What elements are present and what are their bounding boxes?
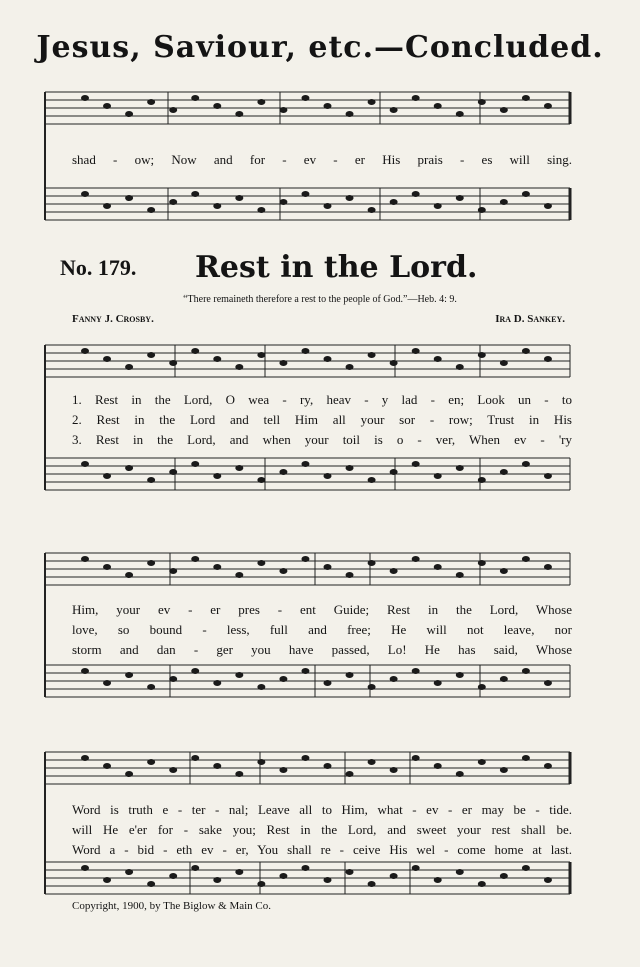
note-head [147,560,155,566]
note-head [544,877,552,883]
lyric-line: Word is truth e - ter - nal; Leave all to Him, what - ev - er may be - tide. [72,802,572,817]
note-head [169,873,177,879]
note-head [544,103,552,109]
note-head [169,568,177,574]
note-head [500,767,508,773]
note-head [478,684,486,690]
note-head [412,668,420,674]
note-head [368,881,376,887]
note-head [125,869,133,875]
note-head [500,676,508,682]
note-head [257,759,265,765]
note-head [103,564,111,570]
note-head [412,348,420,354]
note-head [235,869,243,875]
note-head [257,352,265,358]
note-head [213,763,221,769]
note-head [522,668,530,674]
note-head [478,352,486,358]
note-head [257,477,265,483]
note-head [279,469,287,475]
note-head [235,465,243,471]
note-head [324,103,332,109]
note-head [191,461,199,467]
note-head [213,356,221,362]
note-head [368,684,376,690]
note-head [257,881,265,887]
hymn-number: No. 179. [60,255,137,280]
note-head [456,869,464,875]
note-head [257,99,265,105]
hymn-epigraph: “There remaineth therefore a rest to the people of God.”—Heb. 4: 9. [183,294,457,305]
note-head [191,865,199,871]
note-head [279,676,287,682]
lyric-line: Word a - bid - eth ev - er, You shall re - ceive His wel - come home at last. [72,842,572,857]
note-head [346,465,354,471]
note-head [213,877,221,883]
note-head [500,360,508,366]
lyric-line: love, so bound - less, full and free; He will not leave, nor [72,622,572,637]
note-head [257,207,265,213]
note-head [279,873,287,879]
note-head [368,352,376,358]
note-head [368,560,376,566]
note-head [434,877,442,883]
note-head [544,203,552,209]
note-head [544,680,552,686]
note-head [522,755,530,761]
note-head [478,477,486,483]
note-head [169,469,177,475]
note-head [544,473,552,479]
note-head [235,195,243,201]
note-head [368,207,376,213]
note-head [478,207,486,213]
note-head [235,111,243,117]
note-head [544,763,552,769]
note-head [368,759,376,765]
note-head [81,668,89,674]
note-head [81,556,89,562]
hymn-title: Rest in the Lord. [195,250,478,285]
lyric-line: 3. Rest in the Lord, and when your toil is o - ver, When ev - 'ry [72,432,572,447]
note-head [324,564,332,570]
note-head [235,572,243,578]
note-head [500,107,508,113]
note-head [125,364,133,370]
note-head [213,473,221,479]
note-head [412,461,420,467]
note-head [544,356,552,362]
note-head [390,873,398,879]
note-head [257,684,265,690]
note-head [103,473,111,479]
note-head [103,877,111,883]
note-head [103,763,111,769]
note-head [324,680,332,686]
note-head [522,95,530,101]
note-head [500,199,508,205]
note-head [279,767,287,773]
note-head [412,95,420,101]
note-head [456,364,464,370]
note-head [147,99,155,105]
note-head [478,759,486,765]
note-head [500,469,508,475]
note-head [390,199,398,205]
note-head [456,111,464,117]
note-head [390,469,398,475]
note-head [324,356,332,362]
note-head [456,465,464,471]
note-head [103,680,111,686]
note-head [456,672,464,678]
note-head [125,111,133,117]
note-head [235,672,243,678]
note-head [81,348,89,354]
note-head [434,473,442,479]
note-head [434,564,442,570]
note-head [191,668,199,674]
note-head [522,191,530,197]
note-head [434,680,442,686]
note-head [346,111,354,117]
note-head [147,207,155,213]
hymn-author: Fanny J. Crosby. [72,313,154,325]
note-head [346,364,354,370]
note-head [169,676,177,682]
note-head [522,865,530,871]
note-head [81,865,89,871]
note-head [301,348,309,354]
note-head [257,560,265,566]
note-head [500,568,508,574]
note-head [346,195,354,201]
note-head [390,107,398,113]
note-head [279,199,287,205]
note-head [125,465,133,471]
lyric-line: 2. Rest in the Lord and tell Him all your sor - row; Trust in His [72,412,572,427]
note-head [125,572,133,578]
note-head [324,473,332,479]
note-head [125,672,133,678]
note-head [346,869,354,875]
lyric-line: storm and dan - ger you have passed, Lo! He has said, Whose [72,642,572,657]
note-head [456,572,464,578]
note-head [81,755,89,761]
note-head [213,680,221,686]
note-head [147,881,155,887]
note-head [346,771,354,777]
note-head [191,755,199,761]
note-head [456,771,464,777]
note-head [301,95,309,101]
note-head [147,759,155,765]
note-head [456,195,464,201]
note-head [434,103,442,109]
note-head [147,352,155,358]
note-head [522,556,530,562]
note-head [368,99,376,105]
note-head [434,203,442,209]
note-head [125,771,133,777]
note-head [279,107,287,113]
note-head [125,195,133,201]
note-head [478,560,486,566]
note-head [390,360,398,366]
note-head [412,556,420,562]
note-head [390,676,398,682]
note-head [81,95,89,101]
note-head [346,672,354,678]
note-head [301,865,309,871]
note-head [301,556,309,562]
note-head [478,99,486,105]
note-head [213,203,221,209]
note-head [191,95,199,101]
note-head [500,873,508,879]
note-head [522,461,530,467]
note-head [324,877,332,883]
note-head [81,461,89,467]
note-head [235,771,243,777]
hymn-composer: Ira D. Sankey. [495,313,565,325]
note-head [81,191,89,197]
note-head [522,348,530,354]
lyric-line: 1. Rest in the Lord, O wea - ry, heav - y lad - en; Look un - to [72,392,572,407]
note-head [279,568,287,574]
note-head [169,199,177,205]
note-head [301,191,309,197]
note-head [235,364,243,370]
note-head [301,461,309,467]
note-head [412,755,420,761]
note-head [544,564,552,570]
note-head [213,103,221,109]
note-head [169,767,177,773]
note-head [324,763,332,769]
note-head [390,568,398,574]
note-head [390,767,398,773]
note-head [346,572,354,578]
note-head [301,668,309,674]
note-head [412,191,420,197]
previous-hymn-title: Jesus, Saviour, etc.—Concluded. [36,30,604,65]
note-head [103,356,111,362]
note-head [279,360,287,366]
note-head [478,881,486,887]
note-head [412,865,420,871]
note-head [434,763,442,769]
note-head [191,191,199,197]
note-head [301,755,309,761]
note-head [324,203,332,209]
note-head [368,477,376,483]
note-head [169,107,177,113]
previous-hymn-lyric: shad - ow; Now and for - ev - er His prais - es will sing. [72,152,572,167]
note-head [147,684,155,690]
note-head [103,103,111,109]
note-head [147,477,155,483]
lyric-line: will He e'er for - sake you; Rest in the Lord, and sweet your rest shall be. [72,822,572,837]
note-head [169,360,177,366]
note-head [191,556,199,562]
note-head [103,203,111,209]
lyric-line: Him, your ev - er pres - ent Guide; Rest in the Lord, Whose [72,602,572,617]
copyright-notice: Copyright, 1900, by The Biglow & Main Co. [72,900,272,912]
note-head [434,356,442,362]
note-head [191,348,199,354]
note-head [213,564,221,570]
